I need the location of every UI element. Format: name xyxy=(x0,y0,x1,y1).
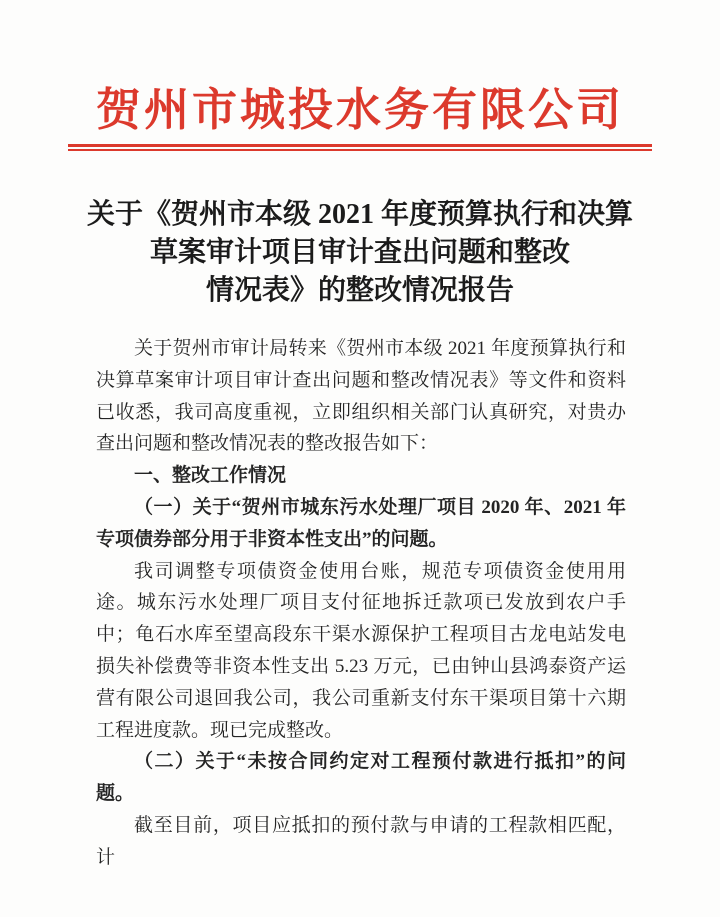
document-title-line-3: 情况表》的整改情况报告 xyxy=(205,275,514,306)
item-2-heading: （二）关于“未按合同约定对工程预付款进行抵扣”的问题。 xyxy=(96,751,626,805)
item-2-paragraph: 截至目前，项目应抵扣的预付款与申请的工程款相匹配，计 xyxy=(96,814,626,868)
letterhead xyxy=(0,0,720,151)
document-title xyxy=(0,196,720,310)
divider-thick-line xyxy=(68,144,652,147)
document-title-line-1: 关于《贺州市本级 2021 年度预算执行和决算 xyxy=(86,199,633,230)
item-1-paragraph: 我司调整专项债资金使用台账，规范专项债资金使用用途。城东污水处理厂项目支付征地拆迁款项已发放到农户手中；龟石水库至望高段东干渠水源保护工程项目古龙电站发电损失补偿费等非资本性支出 5.23 万元，已由钟山县鸿泰资产运营有限公司退回我公司，我公司重新支付东干渠项目第十六期工程进度款。现已完成整改。 xyxy=(96,560,626,741)
divider-thin-line xyxy=(68,149,652,151)
section-1-heading: 一、整改工作情况 xyxy=(134,465,287,487)
letterhead-divider xyxy=(68,144,652,151)
intro-paragraph: 关于贺州市审计局转来《贺州市本级 2021 年度预算执行和决算草案审计项目审计查出问题和整改情况表》等文件和资料已收悉，我司高度重视，立即组织相关部门认真研究，对贵办查出问题和整改情况表的整改报告如下： xyxy=(96,338,626,455)
document-title-line-2: 草案审计项目审计查出问题和整改 xyxy=(149,237,570,268)
item-1-heading: （一）关于“贺州市城东污水处理厂项目 2020 年、2021 年专项债券部分用于非资本性支出”的问题。 xyxy=(96,496,626,550)
document-body xyxy=(96,333,626,874)
company-name: 贺州市城投水务有限公司 xyxy=(95,85,624,135)
